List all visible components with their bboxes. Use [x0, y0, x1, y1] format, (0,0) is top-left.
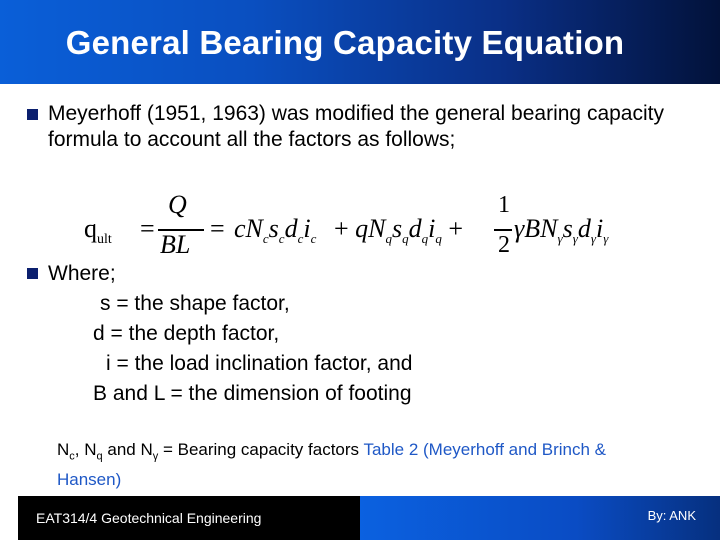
bearing-capacity-equation — [84, 190, 644, 262]
definition-shape: s = the shape factor, — [100, 292, 290, 315]
footer-author-label: By: ANK — [647, 508, 696, 523]
eq-half-den: 2 — [498, 232, 510, 258]
where-label: Where; — [48, 262, 116, 285]
bullet-icon — [27, 268, 38, 279]
definition-dimension: B and L = the dimension of footing — [93, 382, 412, 405]
eq-term-gamma: $\gamma BN_\gamma s_\gamma d_\gamma i_\gamma$ — [514, 214, 609, 247]
definition-depth: d = the depth factor, — [93, 322, 280, 345]
eq-term-c: $cN_cs_cd_ci_c$ — [234, 214, 317, 247]
footer-author — [360, 496, 720, 540]
slide-title: General Bearing Capacity Equation — [65, 24, 625, 61]
eq-equals-2: = — [210, 214, 225, 243]
definition-inclination: i = the load inclination factor, and — [106, 352, 413, 375]
intro-paragraph: Meyerhoff (1951, 1963) was modified the general bearing capacity formula to account all the factors as follows; — [48, 102, 664, 151]
eq-equals-1: = — [140, 214, 155, 243]
eq-frac-den: BL — [160, 230, 191, 259]
eq-half-bar — [494, 229, 512, 231]
bearing-factors-note: $N_c$, $N_q$ and $N_\gamma$ = Bearing capacity factors Table 2 (Meyerhoff and Brinch & Hansen) — [57, 440, 606, 490]
eq-half-num: 1 — [498, 192, 510, 218]
footer-course — [18, 496, 360, 540]
eq-frac-num: Q — [168, 190, 187, 219]
footer-course-label: EAT314/4 Geotechnical Engineering — [36, 510, 262, 526]
eq-term-q: + $qN_qs_qd_qi_q$ + — [334, 214, 464, 247]
table-reference: Table 2 (Meyerhoff and Brinch & Hansen) — [57, 440, 606, 490]
eq-lhs: $q_{ult}$ — [84, 214, 112, 248]
bullet-icon — [27, 109, 38, 120]
